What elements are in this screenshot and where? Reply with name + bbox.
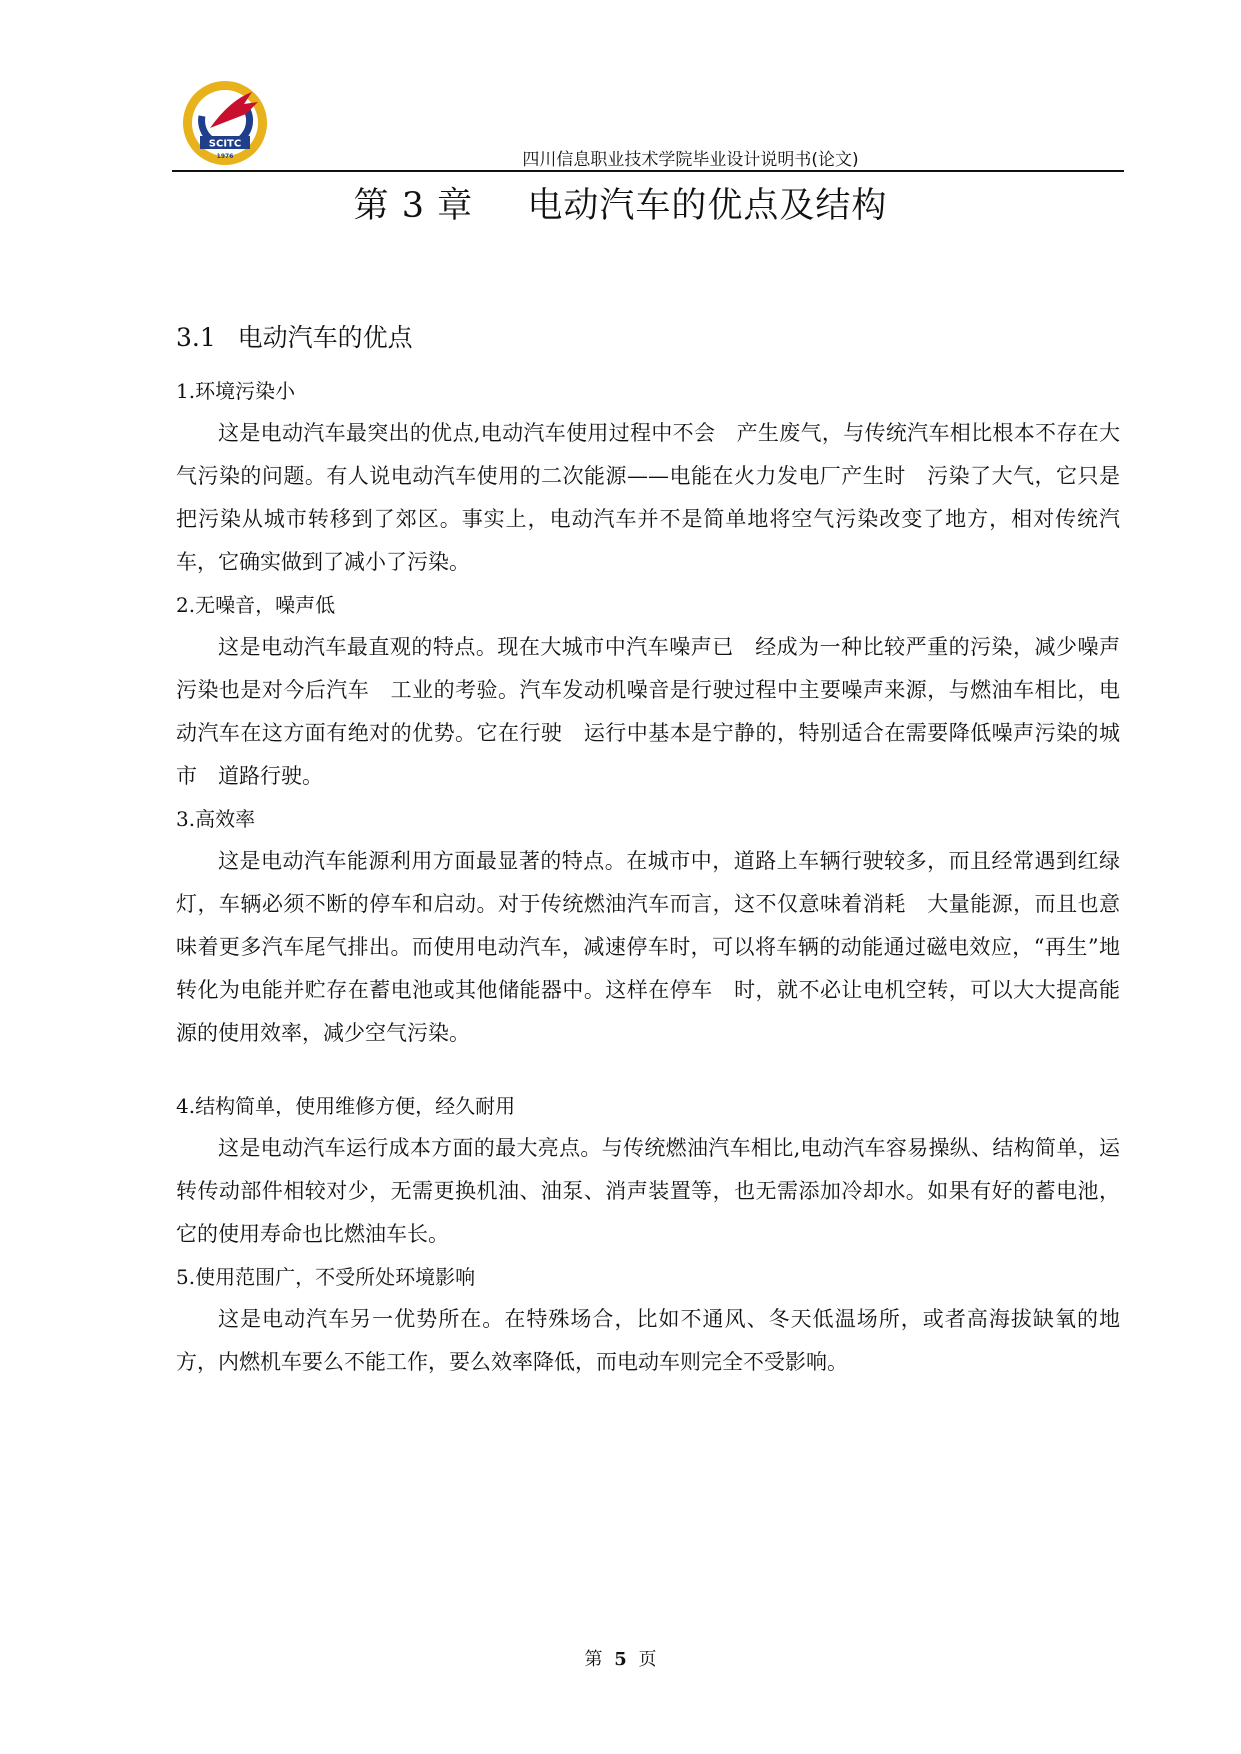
paragraph-gap <box>176 1055 1120 1085</box>
item-paragraph-3: 这是电动汽车能源利用方面最显著的特点。在城市中，道路上车辆行驶较多，而且经常遇到红绿灯，车辆必须不断的停车和启动。对于传统燃油汽车而言，这不仅意味着消耗 大量能源，而且也意味着更多汽车尾气排出。而使用电动汽车，减速停车时，可以将车辆的动能通过磁电效应，“再生”地转化为电能并贮存在蓄电池或其他储能器中。这样在停车 时，就不必让电机空转，可以大大提高能源的使用效率，减少空气污染。 <box>176 849 1120 1045</box>
chapter-name: 电动汽车的优点及结构 <box>527 186 888 226</box>
item-paragraph-1: 这是电动汽车最突出的优点,电动汽车使用过程中不会 产生废气，与传统汽车相比根本不存在大气污染的问题。有人说电动汽车使用的二次能源——电能在火力发电厂产生时 污染了大气，它只是把污染从城市转移到了郊区。事实上，电动汽车并不是简单地将空气污染改变了地方，相对传统汽车，它确实做到了减小了污染。 <box>176 421 1120 574</box>
footer-prefix: 第 <box>584 1649 603 1670</box>
item-paragraph-4: 这是电动汽车运行成本方面的最大亮点。与传统燃油汽车相比,电动汽车容易操纵、结构简单，运转传动部件相较对少，无需更换机油、油泵、消声装置等，也无需添加冷却水。如果有好的蓄电池，它的使用寿命也比燃油车长。 <box>176 1136 1120 1246</box>
header-divider <box>172 170 1124 172</box>
item-heading-3: 3.高效率 <box>176 807 256 831</box>
chapter-prefix: 第 <box>353 186 390 226</box>
page-number-footer <box>0 1645 1241 1671</box>
item-paragraph-2: 这是电动汽车最直观的特点。现在大城市中汽车噪声已 经成为一种比较严重的污染，减少噪声污染也是对今后汽车 工业的考验。汽车发动机噪音是行驶过程中主要噪声来源，与燃油车相比，电动汽车在这方面有绝对的优势。它在行驶 运行中基本是宁静的，特别适合在需要降低噪声污染的城市 道路行驶。 <box>176 635 1120 788</box>
logo-text: SCITC <box>208 138 242 150</box>
chapter-title <box>0 178 1241 228</box>
section-number: 3.1 <box>176 323 216 352</box>
item-paragraph-5: 这是电动汽车另一优势所在。在特殊场合，比如不通风、冬天低温场所，或者高海拔缺氧的地方，内燃机车要么不能工作，要么效率降低，而电动车则完全不受影响。 <box>176 1307 1120 1374</box>
section-heading <box>176 318 413 354</box>
page-number: 5 <box>614 1649 627 1670</box>
item-heading-2: 2.无噪音，噪声低 <box>176 593 336 617</box>
footer-suffix: 页 <box>638 1649 657 1670</box>
chapter-number: 3 <box>401 186 425 226</box>
chapter-suffix: 章 <box>437 186 474 226</box>
item-heading-1: 1.环境污染小 <box>176 379 296 403</box>
item-heading-4: 4.结构简单，使用维修方便，经久耐用 <box>176 1094 516 1118</box>
logo-year: 1976 <box>216 153 234 160</box>
section-name: 电动汽车的优点 <box>237 323 413 352</box>
document-header-title: 四川信息职业技术学院毕业设计说明书(论文) <box>522 150 859 170</box>
item-heading-5: 5.使用范围广，不受所处环境影响 <box>176 1265 476 1289</box>
section-body <box>176 370 1120 1384</box>
